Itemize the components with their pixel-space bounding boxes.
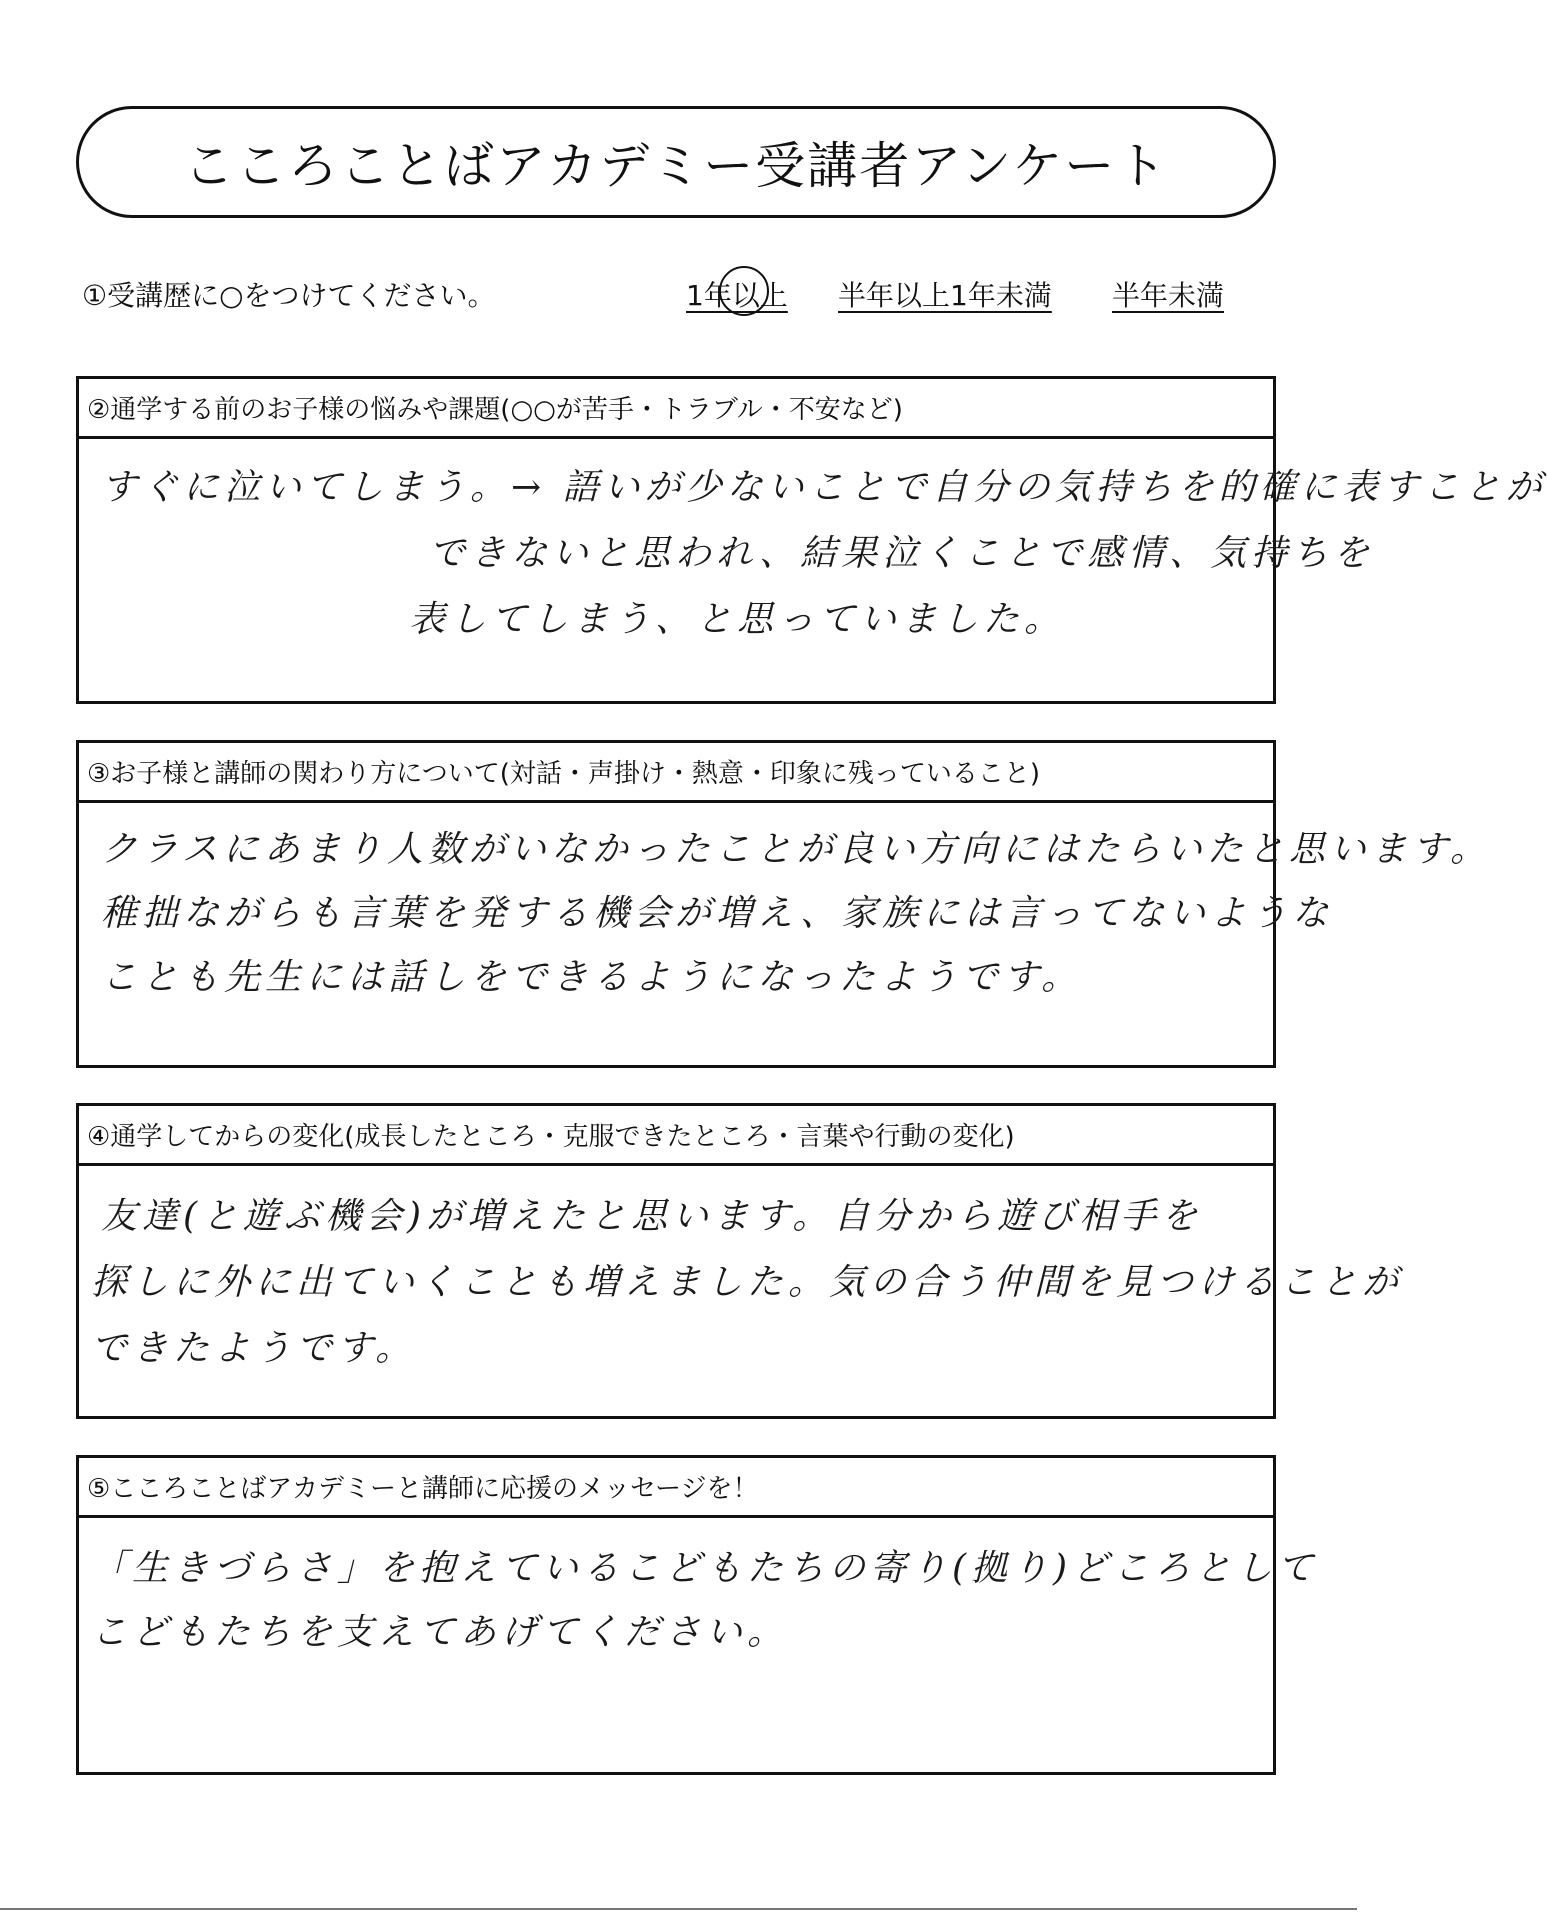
selection-circle-mark [719,266,769,316]
answer-line: こどもたちを支えてあげてください。 [91,1612,789,1653]
question-4-heading: ④通学してからの変化(成長したところ・克服できたところ・言葉や行動の変化) [79,1106,1273,1166]
answer-line: できたようです。 [91,1328,417,1369]
answer-line: できないと思われ、結果泣くことで感情、気持ちを [429,533,1375,574]
option-half-to-1-year[interactable]: 半年以上1年未満 [838,279,1052,312]
survey-title-box [76,106,1276,218]
question-1-label: ①受講歴に○をつけてください。 [82,279,496,312]
answer-line: 「生きづらさ」を抱えているこどもたちの寄り(拠り)どころとして [91,1548,1319,1589]
question-2-section [76,376,1547,704]
question-5-heading: ⑤こころことばアカデミーと講師に応援のメッセージを！ [79,1458,1273,1518]
question-2-heading: ②通学する前のお子様の悩みや課題(○○が苦手・トラブル・不安など) [79,379,1273,439]
answer-line: 表してしまう、と思っていました。 [409,599,1066,640]
question-3-heading: ③お子様と講師の関わり方について(対話・声掛け・熱意・印象に残っていること) [79,743,1273,803]
answer-line: すぐに泣いてしまう。→ 語いが少ないことで自分の気持ちを的確に表すことが [101,467,1547,508]
answer-line: 友達(と遊ぶ機会)が増えたと思います。自分から遊び相手を [101,1196,1203,1237]
question-4-section [76,1103,1404,1419]
answer-line: 探しに外に出ていくことも増えました。気の合う仲間を見つけることが [91,1262,1404,1303]
question-3-section [76,740,1492,1068]
survey-title: こころことばアカデミー受講者アンケート [183,137,1169,195]
answer-line: 稚拙ながらも言葉を発する機会が増え、家族には言ってないような [101,893,1334,934]
question-5-section [76,1455,1319,1775]
answer-line: クラスにあまり人数がいなかったことが良い方向にはたらいたと思います。 [101,829,1492,870]
question-1-row [82,270,1282,320]
answer-line: ことも先生には話しをできるようになったようです。 [101,957,1083,998]
option-1-year-plus[interactable]: 1年以上 [686,279,788,312]
option-under-half-year[interactable]: 半年未満 [1112,279,1225,312]
page-bottom-divider [0,1908,1357,1910]
